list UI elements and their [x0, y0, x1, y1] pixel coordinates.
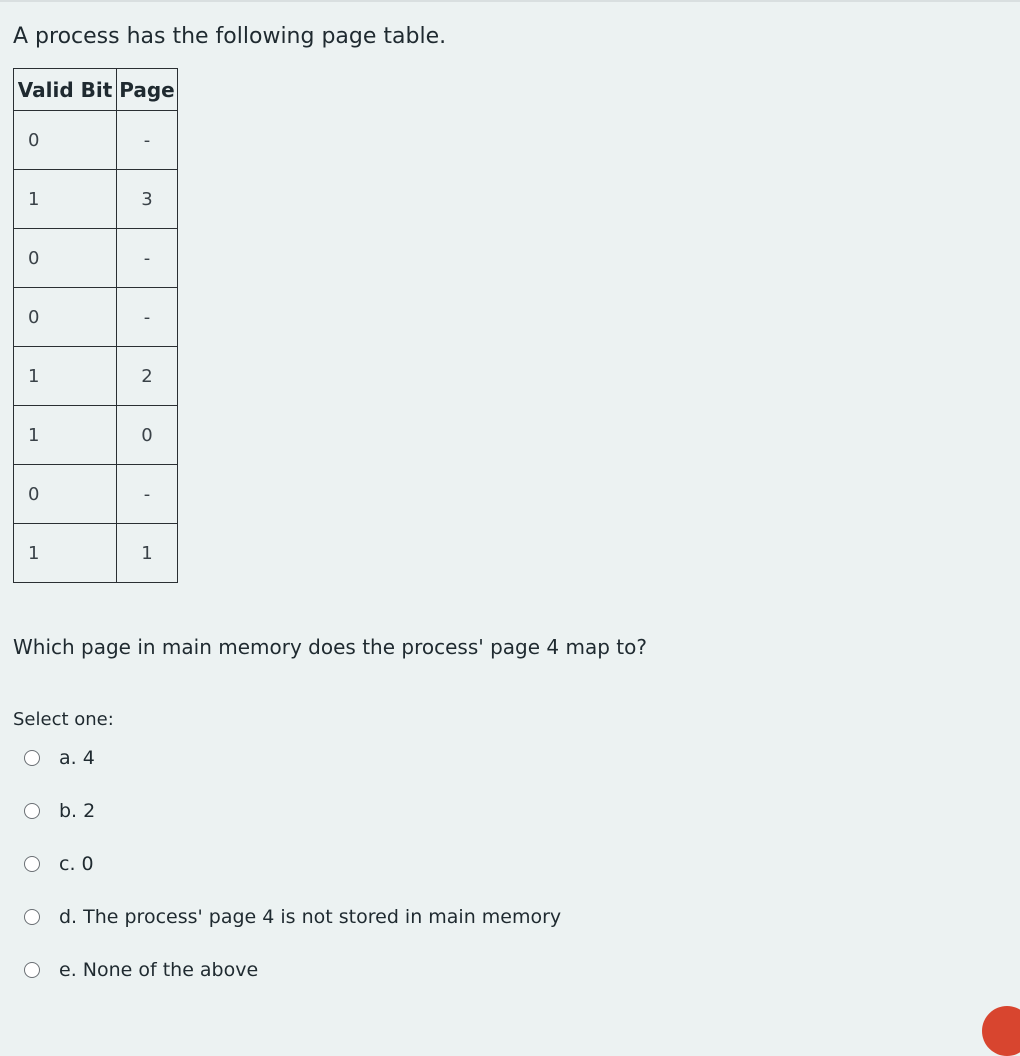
question-prompt: Which page in main memory does the process' page 4 map to?	[13, 635, 647, 659]
valid-bit-cell: 1	[14, 170, 117, 229]
radio-button-e[interactable]	[24, 962, 40, 978]
answer-text: The process' page 4 is not stored in main memory	[83, 906, 562, 928]
question-intro: A process has the following page table.	[13, 24, 447, 49]
page-table	[13, 68, 178, 583]
valid-bit-cell: 0	[14, 111, 117, 170]
table-row	[14, 111, 178, 170]
answer-option-d[interactable]	[24, 904, 561, 930]
radio-button-c[interactable]	[24, 856, 40, 872]
table-row	[14, 524, 178, 583]
valid-bit-cell: 1	[14, 524, 117, 583]
answer-letter: e.	[59, 959, 77, 981]
radio-button-d[interactable]	[24, 909, 40, 925]
table-row	[14, 229, 178, 288]
valid-bit-cell: 0	[14, 229, 117, 288]
answer-option-a[interactable]	[24, 745, 95, 771]
valid-bit-cell: 1	[14, 347, 117, 406]
select-one-label: Select one:	[13, 709, 114, 730]
answer-text: 2	[83, 800, 96, 822]
answer-option-b[interactable]	[24, 798, 95, 824]
table-row	[14, 170, 178, 229]
page-cell: 0	[117, 406, 178, 465]
corner-badge[interactable]	[982, 1006, 1020, 1056]
answer-letter: b.	[59, 800, 78, 822]
answer-letter: c.	[59, 853, 76, 875]
header-page: Page	[117, 69, 178, 111]
page-cell: -	[117, 229, 178, 288]
page-cell: -	[117, 288, 178, 347]
page-cell: 2	[117, 347, 178, 406]
answer-option-e[interactable]	[24, 957, 258, 983]
page-cell: 3	[117, 170, 178, 229]
answer-text: 4	[82, 747, 95, 769]
radio-button-b[interactable]	[24, 803, 40, 819]
table-row	[14, 288, 178, 347]
radio-button-a[interactable]	[24, 750, 40, 766]
page-cell: -	[117, 111, 178, 170]
answer-letter: d.	[59, 906, 78, 928]
answer-letter: a.	[59, 747, 77, 769]
answer-text: 0	[81, 853, 94, 875]
header-valid-bit: Valid Bit	[14, 69, 117, 111]
answer-text: None of the above	[82, 959, 259, 981]
table-row	[14, 406, 178, 465]
page-cell: 1	[117, 524, 178, 583]
top-divider	[0, 0, 1020, 2]
table-row	[14, 347, 178, 406]
table-row	[14, 465, 178, 524]
valid-bit-cell: 0	[14, 288, 117, 347]
answer-option-c[interactable]	[24, 851, 94, 877]
table-header-row	[14, 69, 178, 111]
valid-bit-cell: 0	[14, 465, 117, 524]
page-cell: -	[117, 465, 178, 524]
valid-bit-cell: 1	[14, 406, 117, 465]
